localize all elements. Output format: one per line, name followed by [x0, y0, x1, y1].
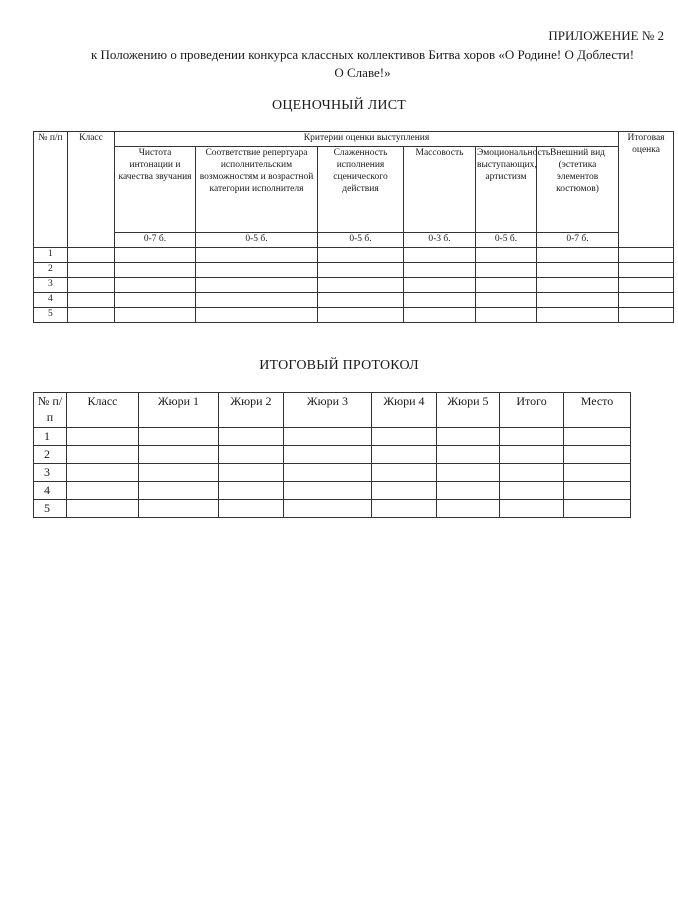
table-row: [34, 500, 631, 518]
document-subtitle: [60, 46, 665, 82]
criterion-label: Эмоциональность выступающих, артистизм: [476, 147, 537, 233]
col-class-header: Класс: [68, 132, 115, 248]
col-total-header: Итоговая оценка: [619, 132, 674, 248]
criterion-label: Внешний вид (эстетика элементов костюмов): [537, 147, 619, 233]
criterion-label: Слаженность исполнения сценического действия: [318, 147, 404, 233]
criterion-score-range: 0-5 б.: [476, 233, 537, 248]
subtitle-line-1: к Положению о проведении конкурса классных коллективов Битва хоров «О Родине! О Доблести!: [90, 47, 635, 62]
criterion-score-range: 0-7 б.: [115, 233, 196, 248]
col-jury-3-header: Жюри 3: [284, 393, 372, 428]
criterion-score-range: 0-5 б.: [318, 233, 404, 248]
col-total-header: Итого: [500, 393, 564, 428]
final-protocol-title: ИТОГОВЫЙ ПРОТОКОЛ: [259, 358, 419, 373]
criterion-score-range: 0-7 б.: [537, 233, 619, 248]
criterion-score-range: 0-3 б.: [404, 233, 476, 248]
criterion-label: Массовость: [404, 147, 476, 233]
table-row: [34, 293, 674, 308]
table-row: [34, 464, 631, 482]
col-jury-2-header: Жюри 2: [219, 393, 284, 428]
row-number: 5: [34, 308, 68, 323]
evaluation-table: [33, 131, 674, 323]
table-row: [34, 482, 631, 500]
criterion-label: Соответствие репертуара исполнительским возможностям и возрастной категории исполнителя: [196, 147, 318, 233]
appendix-label: ПРИЛОЖЕНИЕ № 2: [548, 28, 664, 43]
table-row: [34, 446, 631, 464]
table-row: [34, 263, 674, 278]
col-jury-1-header: Жюри 1: [139, 393, 219, 428]
row-number: 1: [34, 428, 67, 446]
row-number: 4: [34, 482, 67, 500]
row-number: 5: [34, 500, 67, 518]
col-num-header: № п/п: [34, 393, 67, 428]
col-jury-5-header: Жюри 5: [437, 393, 500, 428]
criterion-score-range: 0-5 б.: [196, 233, 318, 248]
row-number: 3: [34, 464, 67, 482]
row-number: 2: [34, 263, 68, 278]
row-number: 3: [34, 278, 68, 293]
evaluation-sheet-title: ОЦЕНОЧНЫЙ ЛИСТ: [272, 98, 406, 113]
table-row: [34, 248, 674, 263]
col-jury-4-header: Жюри 4: [372, 393, 437, 428]
col-class-header: Класс: [67, 393, 139, 428]
table-row: [34, 308, 674, 323]
table-row: [34, 428, 631, 446]
col-place-header: Место: [564, 393, 631, 428]
table-row: [34, 278, 674, 293]
criterion-label: Чистота интонации и качества звучания: [115, 147, 196, 233]
subtitle-line-2: О Славе!»: [334, 65, 391, 80]
final-protocol-table: [33, 392, 631, 518]
row-number: 1: [34, 248, 68, 263]
row-number: 2: [34, 446, 67, 464]
row-number: 4: [34, 293, 68, 308]
col-num-header: № п/п: [34, 132, 68, 248]
criteria-header: Критерии оценки выступления: [115, 132, 619, 147]
